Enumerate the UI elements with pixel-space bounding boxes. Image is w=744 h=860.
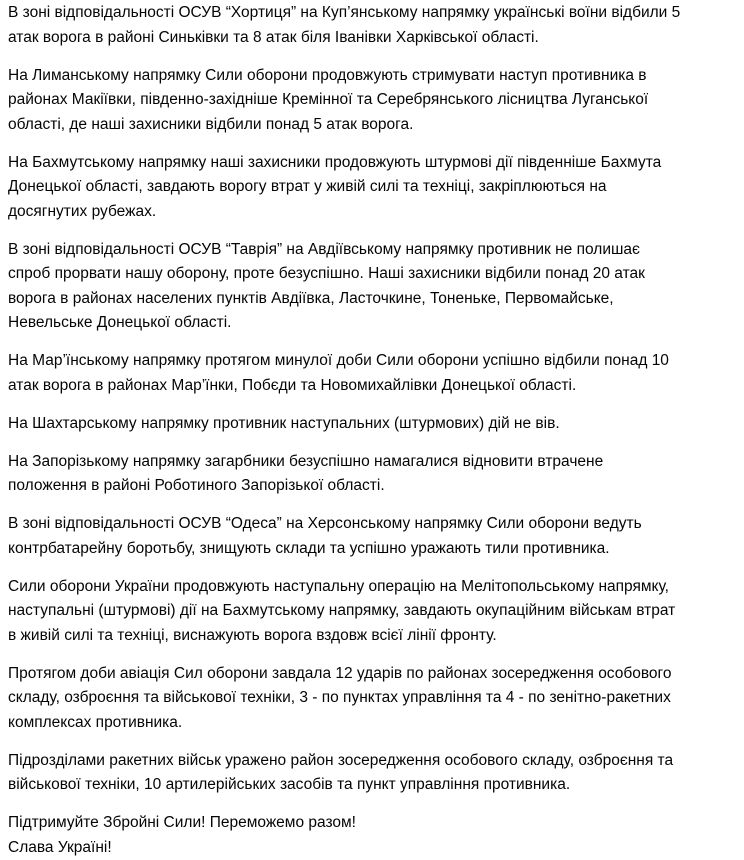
text-line: На Лиманському напрямку Сили оборони продовжують стримувати наступ противника в	[8, 64, 730, 89]
text-line: атак ворога в районах Мар’їнки, Побєди та Новомихайлівки Донецької області.	[8, 374, 730, 399]
paragraph-lyman	[8, 64, 730, 138]
text-line: ворога в районах населених пунктів Авдіївка, Ласточкине, Тоненьке, Первомайське,	[8, 287, 730, 312]
paragraph-kherson	[8, 512, 730, 561]
paragraph-missile	[8, 749, 730, 798]
paragraph-bakhmut	[8, 151, 730, 225]
text-line: області, де наші захисники відбили понад 5 атак ворога.	[8, 113, 730, 138]
paragraph-closing	[8, 811, 730, 860]
paragraph-marinka	[8, 349, 730, 398]
text-line: Сили оборони України продовжують наступальну операцію на Мелітопольському напрямку,	[8, 575, 730, 600]
text-line: комплексах противника.	[8, 711, 730, 736]
text-line: контрбатарейну боротьбу, знищують склади та успішно уражають тили противника.	[8, 537, 730, 562]
paragraph-aviation	[8, 662, 730, 736]
text-line: На Шахтарському напрямку противник наступальних (штурмових) дій не вів.	[8, 412, 730, 437]
text-line: Донецької області, завдають ворогу втрат у живій силі та техніці, закріплюються на	[8, 175, 730, 200]
paragraph-avdiivka	[8, 238, 730, 336]
text-line: районах Макіївки, південно-західніше Кремінної та Серебрянського лісництва Луганської	[8, 88, 730, 113]
text-line: В зоні відповідальності ОСУВ “Хортиця” на Куп’янському напрямку українські воїни відбили 5	[8, 1, 730, 26]
text-line: атак ворога в районі Синьківки та 8 атак біля Іванівки Харківської області.	[8, 26, 730, 51]
paragraph-zaporizhzhia	[8, 450, 730, 499]
text-line: спроб прорвати нашу оборону, проте безуспішно. Наші захисники відбили понад 20 атак	[8, 262, 730, 287]
text-line: Невельське Донецької області.	[8, 311, 730, 336]
text-line: Підрозділами ракетних військ уражено район зосередження особового складу, озброєння та	[8, 749, 730, 774]
text-line: досягнутих рубежах.	[8, 200, 730, 225]
text-line: складу, озброєння та військової техніки, 3 - по пунктах управління та 4 - по зенітно-ракетних	[8, 686, 730, 711]
text-line: військової техніки, 10 артилерійських засобів та пункт управління противника.	[8, 773, 730, 798]
text-line: На Мар’їнському напрямку протягом минулої доби Сили оборони успішно відбили понад 10	[8, 349, 730, 374]
text-line: На Запорізькому напрямку загарбники безуспішно намагалися відновити втрачене	[8, 450, 730, 475]
text-line: в живій силі та техніці, виснажують ворога вздовж всієї лінії фронту.	[8, 624, 730, 649]
text-line: Протягом доби авіація Сил оборони завдала 12 ударів по районах зосередження особового	[8, 662, 730, 687]
text-line: наступальні (штурмові) дії на Бахмутському напрямку, завдають окупаційним військам втрат	[8, 599, 730, 624]
paragraph-shakhtarsk	[8, 412, 730, 437]
text-line: Слава Україні!	[8, 836, 730, 860]
paragraph-kupiansk	[8, 1, 730, 50]
paragraph-offensive	[8, 575, 730, 649]
text-line: положення в районі Роботиного Запорізької області.	[8, 474, 730, 499]
text-line: На Бахмутському напрямку наші захисники продовжують штурмові дії південніше Бахмута	[8, 151, 730, 176]
text-line: Підтримуйте Збройні Сили! Переможемо разом!	[8, 811, 730, 836]
text-line: В зоні відповідальності ОСУВ “Одеса” на Херсонському напрямку Сили оборони ведуть	[8, 512, 730, 537]
text-line: В зоні відповідальності ОСУВ “Таврія” на Авдіївському напрямку противник не полишає	[8, 238, 730, 263]
